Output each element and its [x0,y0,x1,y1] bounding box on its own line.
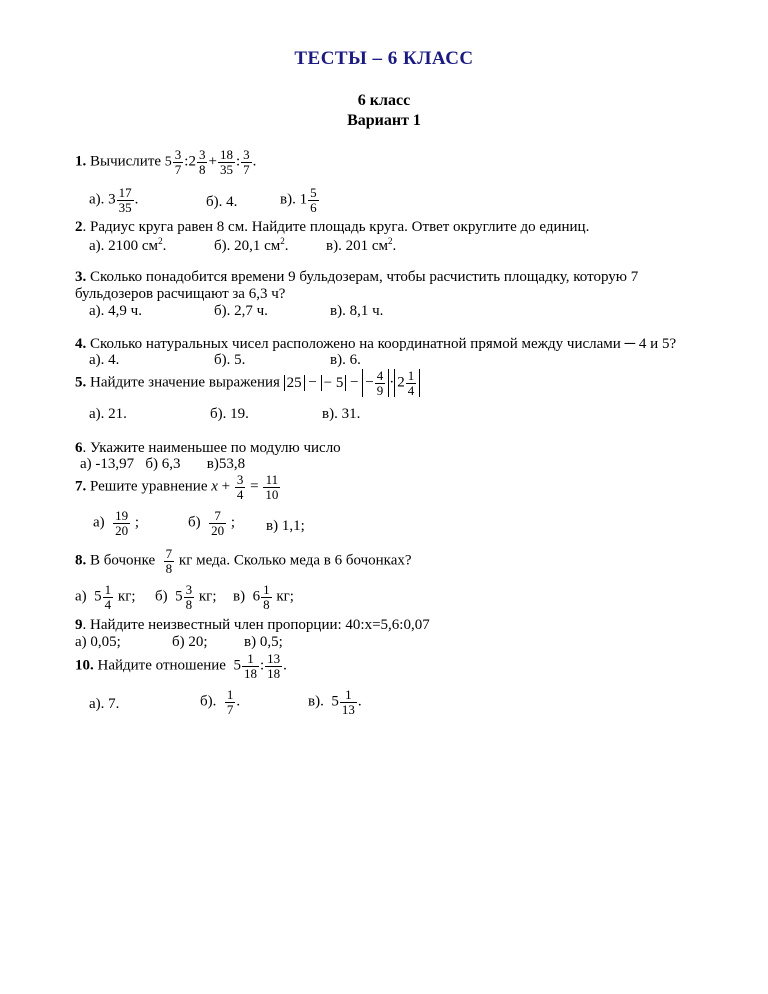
answer-a: а) 5 $\frac{1}{4}$ кг; [75,582,136,612]
variant-heading: Вариант 1 [347,112,421,129]
answer-c: в) 0,5; [244,634,283,650]
answer-c: в). 5 $\frac{1}{13}$ . [308,687,362,717]
answer-c: в). 201 $см^2$. [326,236,397,254]
fraction: $\frac{18}{35}$ [219,147,233,177]
fraction: $\frac{3}{7}$ [243,147,250,177]
question-2: 2. Радиус круга равен 8 см. Найдите площадь круга. Ответ округлите до единиц. [75,219,590,235]
fraction: $\frac{3}{7}$ [174,147,182,177]
answer-b: б). 19. [210,406,249,422]
question-8: 8. В бочонке $\frac{7}{8}$ кг меда. Сколько меда в 6 бочонках? [75,546,412,576]
answer-b: б). 20,1 $см^2$. [214,236,289,254]
question-6: 6. Укажите наименьшее по модулю число [75,440,341,456]
answer-a: а). 7. [89,696,120,712]
answer-a: а). 2100 $см^2$. [89,236,167,254]
question-10: 10. Найдите отношение 5 $\frac{1}{18}$ : $\frac{13}{18}$ . [75,651,287,681]
question-3: 3. Сколько понадобится времени 9 бульдозерам, чтобы расчистить площадку, которую 7 [75,269,639,285]
answer-a: а). 4. [89,352,120,368]
page-title: ТЕСТЫ – 6 КЛАСС [294,48,474,69]
answer-c: в) 6 $\frac{1}{8}$ кг; [233,582,294,612]
question-3-continued: бульдозеров расчищают за 6,3 ч? [75,286,286,302]
answer-c: в). 31. [322,406,361,422]
question-5: 5. Найдите значение выражения 25 − − 5 − − $\frac{4}{9}$ · 2 $\frac{1}{4}$ [75,369,420,397]
answer-b: б) 5 $\frac{3}{8}$ кг; [155,582,217,612]
answer-a: а). 4,9 ч. [89,303,142,319]
answer-c: в). 8,1 ч. [330,303,384,319]
answer-options: а) -13,97 б) 6,3 в)53,8 [80,456,246,472]
answer-b: б). 2,7 ч. [214,303,268,319]
answer-b: б). $\frac{1}{7}$ . [200,687,241,717]
answer-a: а) $\frac{19}{20}$ ; [93,508,140,538]
answer-c: в). 6. [330,352,361,368]
question-number: 1. [75,153,87,170]
answer-b: б) 20; [172,634,208,650]
answer-b: б). 5. [214,352,246,368]
answer-c: в) 1,1; [266,518,305,534]
answer-a: а) 0,05; [75,634,121,650]
question-4: 4. Сколько натуральных чисел расположено на координатной прямой между числами ─ 4 и 5? [75,336,677,352]
absolute-value: − $\frac{4}{9}$ [362,369,389,397]
answer-b: б) $\frac{7}{20}$ ; [188,508,236,538]
question-7: 7. Решите уравнение x + $\frac{3}{4}$ = $\frac{11}{10}$ [75,472,279,502]
absolute-value: 25 [284,375,305,391]
absolute-value: 2 $\frac{1}{4}$ [394,369,420,397]
absolute-value: − 5 [321,375,347,391]
fraction: $\frac{3}{8}$ [198,147,206,177]
question-text: Вычислите [90,153,162,170]
question-9: 9. Найдите неизвестный член пропорции: 40:x=5,6:0,07 [75,617,430,633]
answer-a: а). 3 $\frac{17}{35}$ . [89,185,139,215]
question-1: 1. Вычислите 5 $\frac{3}{7}$ :2 $\frac{3}{8}$ + $\frac{18}{35}$ : $\frac{3}{7}$ . [75,147,257,177]
grade-heading: 6 класс [357,92,411,109]
answer-b: б). 4. [206,194,238,210]
answer-a: а). 21. [89,406,127,422]
answer-c: в). 1 $\frac{5}{6}$ [280,185,317,215]
